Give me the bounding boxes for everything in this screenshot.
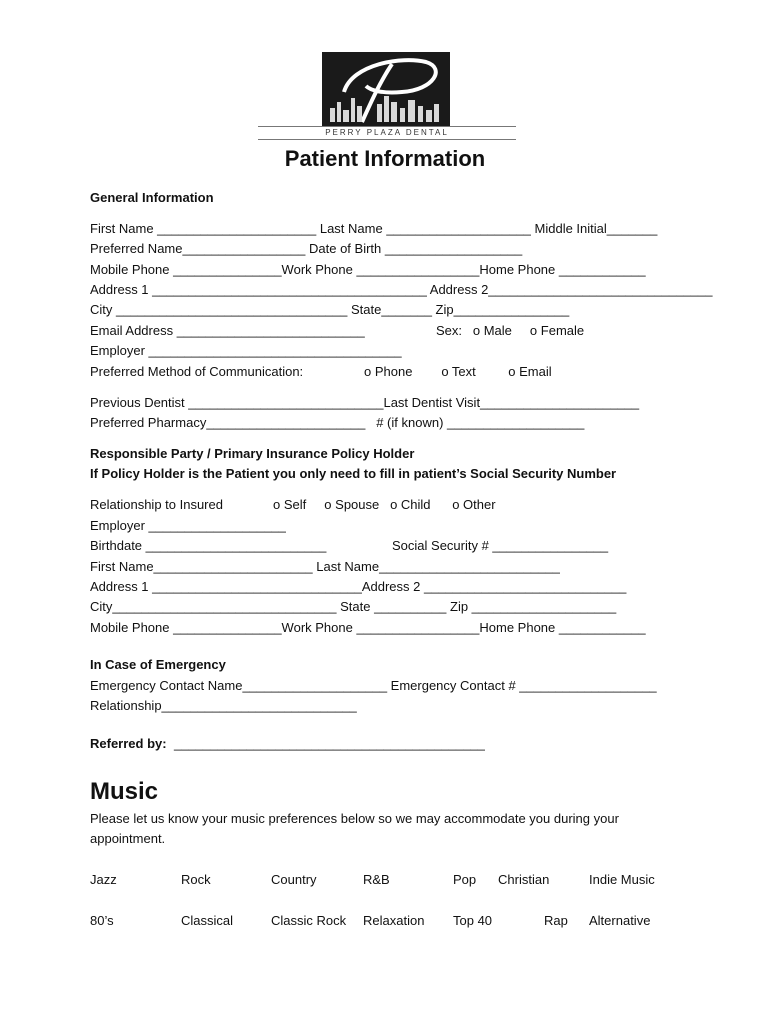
music-option[interactable]: Classical [181,913,234,928]
responsible-note: If Policy Holder is the Patient you only need to fill in patient’s Social Security Number [90,466,617,481]
music-option[interactable]: Jazz [90,872,117,887]
mobile-phone-line[interactable]: Mobile Phone _______________Work Phone _________________Home Phone ____________ [90,262,646,277]
music-option[interactable]: Indie Music [589,872,655,887]
music-option[interactable]: Rap [544,913,568,928]
rp-address-line[interactable]: Address 1 _____________________________Address 2 ____________________________ [90,579,627,594]
rp-employer-line[interactable]: Employer ___________________ [90,518,286,533]
page-title: Patient Information [284,146,486,171]
rp-birthdate-line[interactable]: Birthdate _________________________ [90,538,327,553]
rp-city-line[interactable]: City_______________________________ State __________ Zip ____________________ [90,599,617,614]
dentist-line[interactable]: Previous Dentist ___________________________Last Dentist Visit______________________ [90,395,640,410]
music-option[interactable]: Pop [453,872,477,887]
responsible-heading: Responsible Party / Primary Insurance Policy Holder [90,446,415,461]
relationship-label: Relationship to Insured [90,497,223,512]
emergency-contact-line[interactable]: Emergency Contact Name____________________ Emergency Contact # ___________________ [90,678,657,693]
sex-options[interactable]: Sex: o Male o Female [436,323,585,338]
music-option[interactable]: Alternative [589,913,651,928]
music-option[interactable]: Country [271,872,317,887]
rp-phones-line[interactable]: Mobile Phone _______________Work Phone _________________Home Phone ____________ [90,620,646,635]
music-option[interactable]: Relaxation [363,913,425,928]
general-heading: General Information [90,190,214,205]
music-option[interactable]: Classic Rock [271,913,347,928]
communication-options[interactable]: o Phone o Text o Email [364,364,552,379]
logo-rule-top [258,126,516,127]
logo-brand-text: PERRY PLAZA DENTAL [325,128,449,137]
music-intro: Please let us know your music preferences below so we may accommodate you during your [90,811,619,826]
communication-label: Preferred Method of Communication: [90,364,304,379]
relationship-options[interactable]: o Self o Spouse o Child o Other [273,497,496,512]
referred-line[interactable]: ___________________________________________ [174,736,485,751]
referred-label: Referred by: [90,736,167,751]
music-intro-cont: appointment. [90,831,166,846]
first-name-line[interactable]: First Name ______________________ Last Name ____________________ Middle Initial_______ [90,221,658,236]
employer-line[interactable]: Employer ___________________________________ [90,343,402,358]
rp-name-line[interactable]: First Name______________________ Last Name_________________________ [90,559,560,574]
music-option[interactable]: 80’s [90,913,114,928]
music-option[interactable]: Top 40 [453,913,493,928]
pharmacy-line[interactable]: Preferred Pharmacy______________________ # (if known) ___________________ [90,415,585,430]
rp-ssn-line[interactable]: Social Security # ________________ [392,538,609,553]
music-heading: Music [90,778,159,805]
logo-rule-bottom [258,139,516,140]
city-line[interactable]: City ________________________________ State_______ Zip________________ [90,302,570,317]
music-option[interactable]: Rock [181,872,211,887]
address-line[interactable]: Address 1 ______________________________________ Address 2_______________________________ [90,282,713,297]
emergency-relationship-line[interactable]: Relationship___________________________ [90,698,357,713]
music-option[interactable]: Christian [498,872,550,887]
preferred-name-line[interactable]: Preferred Name_________________ Date of Birth ___________________ [90,241,523,256]
emergency-heading: In Case of Emergency [90,657,226,672]
email-line[interactable]: Email Address __________________________ [90,323,365,338]
music-option[interactable]: R&B [363,872,390,887]
perry-plaza-dental-logo [322,52,450,126]
